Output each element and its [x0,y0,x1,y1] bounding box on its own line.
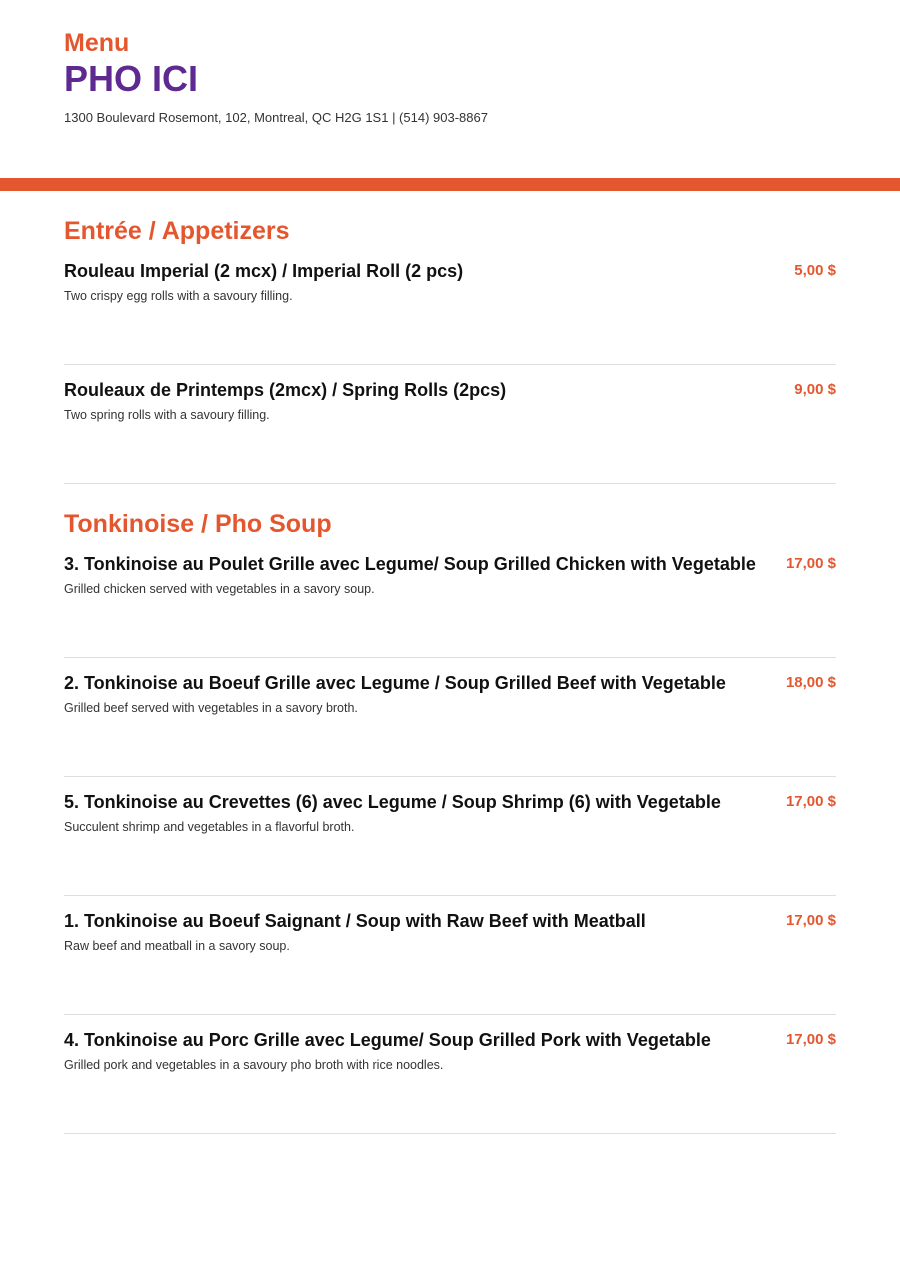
item-description: Grilled chicken served with vegetables in a savory soup. [64,582,375,596]
item-description: Grilled beef served with vegetables in a savory broth. [64,701,358,715]
menu-header [0,0,900,150]
menu-item [64,365,836,484]
section-title: Entrée / Appetizers [64,217,290,245]
restaurant-name: PHO ICI [64,58,199,99]
menu-item [64,246,836,365]
menu-item [64,658,836,777]
item-name: 1. Tonkinoise au Boeuf Saignant / Soup with Raw Beef with Meatball [64,911,646,931]
section-appetizers [64,191,836,484]
item-description: Two crispy egg rolls with a savoury filling. [64,289,293,303]
menu-label: Menu [64,29,130,57]
item-description: Two spring rolls with a savoury filling. [64,408,270,422]
menu-item [64,539,836,658]
menu-content [64,191,836,1134]
item-name: 2. Tonkinoise au Boeuf Grille avec Legume / Soup Grilled Beef with Vegetable [64,673,726,693]
section-pho-soup [64,484,836,1134]
section-title: Tonkinoise / Pho Soup [64,510,332,538]
menu-item [64,1015,836,1134]
item-price: 17,00 $ [785,1031,836,1048]
item-name: Rouleau Imperial (2 mcx) / Imperial Roll (2 pcs) [64,261,464,281]
item-price: 9,00 $ [794,381,836,398]
menu-item [64,896,836,1015]
item-description: Raw beef and meatball in a savory soup. [64,939,290,953]
restaurant-address: 1300 Boulevard Rosemont, 102, Montreal, QC H2G 1S1 | (514) 903-8867 [64,110,488,125]
item-price: 17,00 $ [785,912,836,929]
item-name: 4. Tonkinoise au Porc Grille avec Legume/ Soup Grilled Pork with Vegetable [64,1030,711,1050]
accent-bar [0,178,900,191]
menu-item [64,777,836,896]
item-name: Rouleaux de Printemps (2mcx) / Spring Rolls (2pcs) [64,380,507,400]
item-price: 17,00 $ [785,555,836,572]
item-price: 17,00 $ [785,793,836,810]
item-name: 3. Tonkinoise au Poulet Grille avec Legume/ Soup Grilled Chicken with Vegetable [64,554,756,574]
item-price: 18,00 $ [785,674,836,691]
item-name: 5. Tonkinoise au Crevettes (6) avec Legume / Soup Shrimp (6) with Vegetable [64,792,721,812]
item-description: Succulent shrimp and vegetables in a flavorful broth. [64,820,355,834]
item-description: Grilled pork and vegetables in a savoury pho broth with rice noodles. [64,1058,444,1072]
item-price: 5,00 $ [794,262,836,279]
